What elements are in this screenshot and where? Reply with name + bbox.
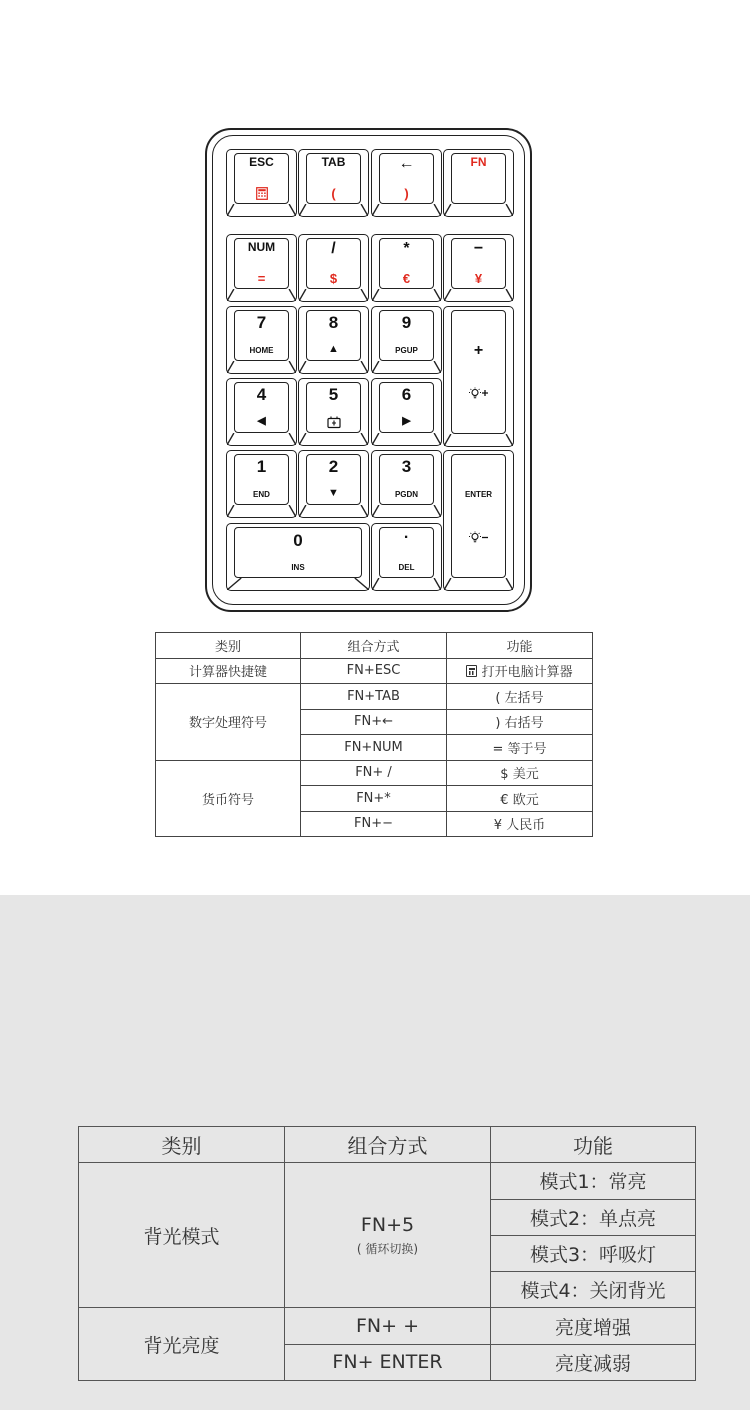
- key-secondary-label: PGUP: [395, 346, 418, 355]
- key-k1: [226, 450, 297, 518]
- key-primary-label: 7: [256, 313, 267, 332]
- header-category: 类别: [156, 633, 301, 659]
- key-bevel: [299, 204, 368, 216]
- key-bevel: [444, 578, 513, 590]
- key-tab: [298, 149, 369, 217]
- table-header-row: [79, 1127, 696, 1163]
- function-cell: ¥ 人民币: [447, 811, 593, 837]
- function-cell: 模式4：关闭背光: [491, 1272, 696, 1308]
- key-secondary-label: €: [402, 271, 411, 286]
- key-minus: [443, 234, 514, 302]
- table-row: [79, 1163, 696, 1199]
- key-primary-label: ENTER: [464, 490, 493, 499]
- key-secondary-label: INS: [291, 563, 305, 572]
- key-plus: [443, 306, 514, 447]
- key-primary-label: 8: [328, 313, 339, 332]
- table-header-row: [156, 633, 593, 659]
- key-k9: [371, 306, 442, 374]
- key-secondary-label: (: [331, 186, 336, 201]
- key-secondary-label: ▲: [328, 343, 339, 355]
- key-secondary-icon: [444, 531, 513, 548]
- key-bevel: [444, 434, 513, 446]
- key-secondary-label: ▶: [402, 415, 411, 427]
- key-primary-label: −: [473, 240, 484, 257]
- key-secondary-icon: [444, 387, 513, 404]
- key-cap: [451, 454, 506, 578]
- category-cell: 计算器快捷键: [156, 658, 301, 684]
- header-combo: 组合方式: [285, 1127, 491, 1163]
- key-secondary-label: =: [257, 271, 266, 286]
- key-k7: [226, 306, 297, 374]
- key-primary-label: 1: [256, 457, 267, 476]
- key-bevel: [227, 361, 296, 373]
- combo-cell: FN+←: [301, 709, 447, 735]
- key-primary-label: 2: [328, 457, 339, 476]
- combo-text: FN+5: [360, 1213, 415, 1236]
- key-star: [371, 234, 442, 302]
- function-cell: 亮度减弱: [491, 1344, 696, 1380]
- function-cell: 亮度增强: [491, 1308, 696, 1344]
- header-category: 类别: [79, 1127, 285, 1163]
- key-bevel: [227, 505, 296, 517]
- key-k6: [371, 378, 442, 446]
- key-bevel: [372, 505, 441, 517]
- key-primary-label: ←: [398, 155, 415, 172]
- calculator-icon: [256, 187, 268, 200]
- key-primary-label: NUM: [247, 240, 276, 254]
- key-bevel: [299, 361, 368, 373]
- function-cell: 模式3：呼吸灯: [491, 1235, 696, 1271]
- combo-cell: FN+TAB: [301, 684, 447, 710]
- table-row: [156, 760, 593, 786]
- table-row: [156, 684, 593, 710]
- key-secondary-label: ▼: [328, 487, 339, 499]
- key-primary-label: 5: [328, 385, 339, 404]
- key-primary-label: *: [403, 240, 410, 257]
- function-cell: $ 美元: [447, 760, 593, 786]
- key-k8: [298, 306, 369, 374]
- key-bevel: [227, 204, 296, 216]
- backlight-table: [78, 1126, 696, 1381]
- key-bevel: [299, 505, 368, 517]
- key-secondary-label: END: [253, 490, 270, 499]
- key-num: [226, 234, 297, 302]
- function-cell: [447, 658, 593, 684]
- header-combo: 组合方式: [301, 633, 447, 659]
- header-function: 功能: [491, 1127, 696, 1163]
- key-bevel: [444, 289, 513, 301]
- key-enter: [443, 450, 514, 591]
- combo-cell: FN+ /: [301, 760, 447, 786]
- key-bevel: [444, 204, 513, 216]
- key-cap: [451, 310, 506, 434]
- function-cell: ) 右括号: [447, 709, 593, 735]
- key-secondary-label: $: [329, 271, 338, 286]
- key-primary-label: 9: [401, 313, 412, 332]
- key-bevel: [227, 578, 369, 590]
- key-esc: [226, 149, 297, 217]
- category-cell: 货币符号: [156, 760, 301, 837]
- key-secondary-label: PGDN: [394, 490, 419, 499]
- key-k5: [298, 378, 369, 446]
- key-k3: [371, 450, 442, 518]
- combo-note: ( 循环切换): [356, 1241, 419, 1256]
- key-bevel: [227, 433, 296, 445]
- key-bevel: [299, 433, 368, 445]
- function-cell: 模式2：单点亮: [491, 1199, 696, 1235]
- key-primary-label: 6: [401, 385, 412, 404]
- key-secondary-icon: [299, 416, 368, 433]
- function-cell: ( 左括号: [447, 684, 593, 710]
- function-cell: € 欧元: [447, 786, 593, 812]
- key-primary-label: +: [473, 342, 484, 359]
- key-bevel: [372, 578, 441, 590]
- function-cell: 模式1：常亮: [491, 1163, 696, 1199]
- key-secondary-label: ): [404, 186, 409, 201]
- calculator-icon: [466, 665, 477, 677]
- key-primary-label: 4: [256, 385, 267, 404]
- key-bevel: [227, 289, 296, 301]
- key-bevel: [372, 361, 441, 373]
- combo-cell: FN+−: [301, 811, 447, 837]
- key-primary-label: FN: [470, 155, 487, 169]
- function-text: 打开电脑计算器: [481, 665, 573, 681]
- key-primary-label: TAB: [321, 155, 346, 169]
- category-cell: 背光亮度: [79, 1308, 285, 1381]
- key-secondary-label: DEL: [398, 563, 415, 572]
- key-dot: [371, 523, 442, 591]
- key-secondary-label: ¥: [474, 271, 483, 286]
- key-primary-label: 3: [401, 457, 412, 476]
- combo-cell: FN+ +: [285, 1308, 491, 1344]
- key-bevel: [372, 204, 441, 216]
- key-primary-label: /: [331, 240, 336, 257]
- key-fn: [443, 149, 514, 217]
- key-primary-label: 0: [293, 531, 303, 550]
- fn-shortcut-table: [155, 632, 593, 837]
- bulb-plus-icon: [468, 387, 490, 400]
- key-bevel: [372, 433, 441, 445]
- combo-cell: [285, 1163, 491, 1308]
- key-k4: [226, 378, 297, 446]
- combo-cell: FN+ESC: [301, 658, 447, 684]
- key-secondary-icon: [227, 187, 296, 204]
- function-cell: = 等于号: [447, 735, 593, 761]
- bulb-minus-icon: [468, 531, 490, 544]
- table-row: [79, 1308, 696, 1344]
- key-secondary-label: ◀: [257, 415, 266, 427]
- key-bevel: [372, 289, 441, 301]
- key-secondary-label: HOME: [249, 346, 274, 355]
- key-k0: [226, 523, 370, 591]
- key-bevel: [299, 289, 368, 301]
- category-cell: 数字处理符号: [156, 684, 301, 761]
- combo-cell: FN+ ENTER: [285, 1344, 491, 1380]
- key-k2: [298, 450, 369, 518]
- combo-cell: FN+NUM: [301, 735, 447, 761]
- key-bksp: [371, 149, 442, 217]
- key-primary-label: ESC: [249, 155, 274, 169]
- combo-cell: FN+*: [301, 786, 447, 812]
- category-cell: 背光模式: [79, 1163, 285, 1308]
- table-row: [156, 658, 593, 684]
- header-function: 功能: [447, 633, 593, 659]
- backlight-mode-icon: [326, 416, 342, 429]
- key-primary-label: ·: [403, 529, 410, 546]
- numeric-keypad-diagram: [205, 128, 532, 612]
- key-slash: [298, 234, 369, 302]
